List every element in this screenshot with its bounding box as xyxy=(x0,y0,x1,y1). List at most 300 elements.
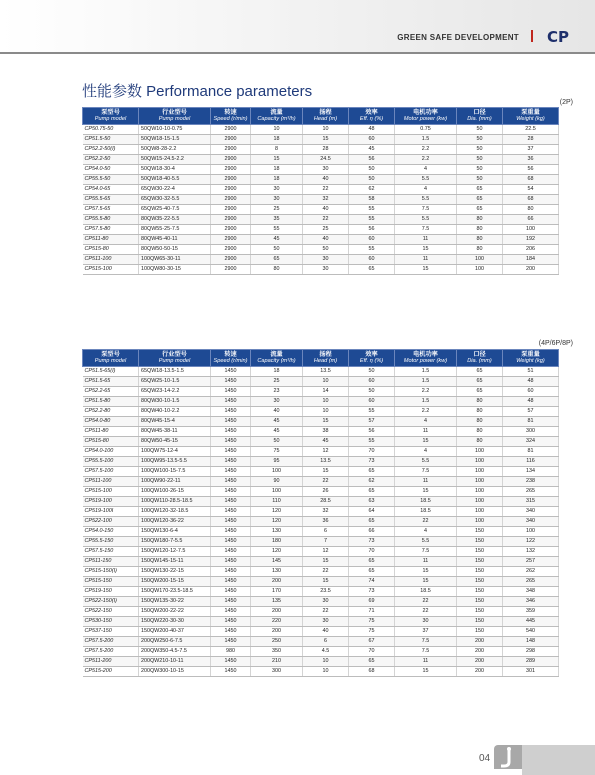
table-row xyxy=(83,387,559,397)
table-cell: 6 xyxy=(303,527,349,537)
table-cell: 262 xyxy=(503,567,559,577)
table-cell: 58 xyxy=(349,195,395,205)
table-cell: 18.5 xyxy=(395,507,457,517)
table-cell: 150 xyxy=(457,627,503,637)
column-header xyxy=(83,108,139,125)
table-cell: 54 xyxy=(503,185,559,195)
table-cell: 80QW55-25-7.5 xyxy=(139,225,211,235)
table-cell: 100QW100-15-7.5 xyxy=(139,467,211,477)
table-cell: 24.5 xyxy=(303,155,349,165)
table-cell: 1450 xyxy=(211,407,251,417)
table-cell: 73 xyxy=(349,457,395,467)
table-cell: CP52.2-80 xyxy=(83,407,139,417)
table-cell: CP51.5-65(I) xyxy=(83,367,139,377)
table-cell: 65QW25-40-7.5 xyxy=(139,205,211,215)
table-cell: 62 xyxy=(349,477,395,487)
table-cell: CP511-100 xyxy=(83,477,139,487)
table-cell: 10 xyxy=(251,125,303,135)
column-header xyxy=(251,108,303,125)
table-cell: 1450 xyxy=(211,517,251,527)
table-cell: 200QW210-10-11 xyxy=(139,657,211,667)
table-cell: 1450 xyxy=(211,487,251,497)
table-cell: 130 xyxy=(251,527,303,537)
table-cell: 60 xyxy=(349,235,395,245)
table-cell: 30 xyxy=(303,617,349,627)
table-cell: 12 xyxy=(303,547,349,557)
table-cell: 1450 xyxy=(211,587,251,597)
table-row xyxy=(83,155,559,165)
table-cell: 2900 xyxy=(211,205,251,215)
table-row xyxy=(83,407,559,417)
column-header-cn: 流量 xyxy=(270,351,283,358)
table-cell: 80 xyxy=(457,417,503,427)
column-header-en: Pump model xyxy=(158,358,191,364)
table-cell: 50 xyxy=(349,367,395,377)
column-header xyxy=(211,108,251,125)
table-cell: 65 xyxy=(349,557,395,567)
table-cell: 150 xyxy=(457,567,503,577)
table-cell: CP57.5-150 xyxy=(83,547,139,557)
table-cell: 100 xyxy=(503,225,559,235)
table1-body xyxy=(83,125,559,275)
table-cell: 18 xyxy=(251,165,303,175)
table-cell: 150QW180-7-5.5 xyxy=(139,537,211,547)
table-cell: CP51.5-50 xyxy=(83,135,139,145)
table-cell: 1.5 xyxy=(395,397,457,407)
table-cell: 80 xyxy=(251,265,303,275)
table-cell: 2900 xyxy=(211,215,251,225)
table-cell: 5.5 xyxy=(395,175,457,185)
table-cell: 150QW145-15-11 xyxy=(139,557,211,567)
table-cell: 7.5 xyxy=(395,225,457,235)
table-cell: CP54.0-150 xyxy=(83,527,139,537)
table-cell: 1.5 xyxy=(395,377,457,387)
table-cell: 80QW30-10-1.5 xyxy=(139,397,211,407)
table-cell: 200QW300-10-15 xyxy=(139,667,211,677)
table-cell: 40 xyxy=(251,407,303,417)
table-cell: 37 xyxy=(503,145,559,155)
table-row xyxy=(83,487,559,497)
table-cell: 15 xyxy=(395,265,457,275)
table-row xyxy=(83,477,559,487)
table-cell: 50 xyxy=(457,135,503,145)
table-cell: 15 xyxy=(395,487,457,497)
table-cell: 100 xyxy=(457,487,503,497)
table-cell: 13.5 xyxy=(303,367,349,377)
table-cell: 15 xyxy=(303,577,349,587)
table-cell: 10 xyxy=(303,657,349,667)
table-cell: CP522-150(I) xyxy=(83,597,139,607)
table-cell: 95 xyxy=(251,457,303,467)
table-cell: 1.5 xyxy=(395,135,457,145)
column-header-en: Weight (kg) xyxy=(516,358,545,364)
table-cell: 45 xyxy=(251,235,303,245)
table-cell: 7 xyxy=(303,537,349,547)
table-cell: 200 xyxy=(457,667,503,677)
table-cell: 2900 xyxy=(211,255,251,265)
column-header-en: Speed (r/min) xyxy=(213,116,248,122)
column-header xyxy=(457,350,503,367)
table-cell: 1450 xyxy=(211,607,251,617)
table-row xyxy=(83,427,559,437)
table-cell: 71 xyxy=(349,607,395,617)
table-cell: 1.5 xyxy=(395,367,457,377)
table-row xyxy=(83,557,559,567)
table-cell: 50QW10-10-0.75 xyxy=(139,125,211,135)
table2-speed-tag: (4P/6P/8P) xyxy=(538,340,573,347)
table-cell: 68 xyxy=(503,195,559,205)
table-cell: 60 xyxy=(349,255,395,265)
table-cell: CP50.75-50 xyxy=(83,125,139,135)
table-cell: 340 xyxy=(503,507,559,517)
table-cell: 200 xyxy=(503,265,559,275)
table-cell: 50QW18-15-1.5 xyxy=(139,135,211,145)
table-cell: CP55.5-100 xyxy=(83,457,139,467)
column-header-en: Capacity (m³/h) xyxy=(257,358,296,364)
table-cell: CP515-200 xyxy=(83,667,139,677)
table-cell: 445 xyxy=(503,617,559,627)
table-cell: 22 xyxy=(395,597,457,607)
table-cell: 25 xyxy=(251,205,303,215)
column-header xyxy=(211,350,251,367)
column-header xyxy=(503,350,559,367)
column-header-cn: 扬程 xyxy=(319,351,332,358)
table-cell: CP52.2-50 xyxy=(83,155,139,165)
table-cell: 80 xyxy=(457,437,503,447)
column-header-en: Speed (r/min) xyxy=(213,358,248,364)
table-cell: CP515-150(I) xyxy=(83,567,139,577)
table-cell: 65 xyxy=(457,205,503,215)
table-cell: 4 xyxy=(395,165,457,175)
table-cell: 100QW65-30-11 xyxy=(139,255,211,265)
column-header xyxy=(139,350,211,367)
table-cell: CP55.5-65 xyxy=(83,195,139,205)
table-cell: 1450 xyxy=(211,397,251,407)
table-cell: 11 xyxy=(395,477,457,487)
table-cell: CP57.5-80 xyxy=(83,225,139,235)
column-header xyxy=(83,350,139,367)
table-cell: 74 xyxy=(349,577,395,587)
table-cell: 238 xyxy=(503,477,559,487)
table-cell: 11 xyxy=(395,427,457,437)
column-header-en: Dia. (mm) xyxy=(467,116,492,122)
table-cell: 110 xyxy=(251,497,303,507)
table-cell: 15 xyxy=(303,417,349,427)
table-cell: 56 xyxy=(503,165,559,175)
table-cell: 55 xyxy=(349,437,395,447)
table-cell: 60 xyxy=(349,135,395,145)
column-header-cn: 泵型号 xyxy=(101,109,120,116)
table-cell: 4 xyxy=(395,447,457,457)
table-cell: 2900 xyxy=(211,185,251,195)
table-cell: 1450 xyxy=(211,367,251,377)
table-cell: CP57.5-100 xyxy=(83,467,139,477)
table-cell: 5.5 xyxy=(395,195,457,205)
table-cell: 170 xyxy=(251,587,303,597)
table-cell: 50QW15-24.5-2.2 xyxy=(139,155,211,165)
table-cell: 15 xyxy=(303,135,349,145)
table-cell: 13.5 xyxy=(303,457,349,467)
table-cell: 65 xyxy=(349,467,395,477)
table-cell: CP515-100 xyxy=(83,487,139,497)
table-cell: 65 xyxy=(349,657,395,667)
table-cell: 22.5 xyxy=(503,125,559,135)
table-cell: 18 xyxy=(251,135,303,145)
table-cell: 100QW120-32-18.5 xyxy=(139,507,211,517)
table-row xyxy=(83,185,559,195)
table-cell: 10 xyxy=(303,397,349,407)
table1-speed-tag: (2P) xyxy=(559,99,573,106)
column-header xyxy=(139,108,211,125)
table-cell: 0.75 xyxy=(395,125,457,135)
table-cell: 265 xyxy=(503,487,559,497)
table-row xyxy=(83,467,559,477)
table-cell: 75 xyxy=(251,447,303,457)
column-header-cn: 泵重量 xyxy=(521,109,540,116)
table-cell: 65 xyxy=(457,195,503,205)
table-cell: 1450 xyxy=(211,627,251,637)
table-cell: 40 xyxy=(303,235,349,245)
table-row xyxy=(83,205,559,215)
table-cell: 55 xyxy=(349,205,395,215)
table-cell: 50 xyxy=(349,175,395,185)
table-cell: 8 xyxy=(251,145,303,155)
table-cell: 348 xyxy=(503,587,559,597)
table-row xyxy=(83,397,559,407)
table-cell: 2900 xyxy=(211,235,251,245)
table-cell: 1450 xyxy=(211,637,251,647)
table-row xyxy=(83,657,559,667)
table-cell: 65QW30-22-4 xyxy=(139,185,211,195)
table-cell: 56 xyxy=(349,225,395,235)
table-row xyxy=(83,145,559,155)
table-cell: 32 xyxy=(303,507,349,517)
table-cell: 23 xyxy=(251,387,303,397)
table-cell: 50 xyxy=(457,165,503,175)
table-cell: 1450 xyxy=(211,667,251,677)
column-header-en: Pump model xyxy=(158,116,191,122)
column-header-en: Weight (kg) xyxy=(516,116,545,122)
table-cell: 2.2 xyxy=(395,145,457,155)
table-row xyxy=(83,617,559,627)
table-cell: CP51.5-65 xyxy=(83,377,139,387)
table-cell: 65QW23-14-2.2 xyxy=(139,387,211,397)
table-cell: 315 xyxy=(503,497,559,507)
table-cell: 1450 xyxy=(211,597,251,607)
table-cell: 1450 xyxy=(211,477,251,487)
table-cell: 1450 xyxy=(211,557,251,567)
table-cell: 25 xyxy=(251,377,303,387)
table-cell: 80 xyxy=(503,205,559,215)
table-cell: CP55.5-80 xyxy=(83,215,139,225)
column-header xyxy=(349,108,395,125)
table-cell: 50 xyxy=(349,165,395,175)
table-cell: CP515-100 xyxy=(83,265,139,275)
table-cell: CP57.5-200 xyxy=(83,637,139,647)
table-cell: 120 xyxy=(251,547,303,557)
table-row xyxy=(83,125,559,135)
table-cell: 80QW45-15-4 xyxy=(139,417,211,427)
table-cell: 150 xyxy=(457,537,503,547)
table-row xyxy=(83,587,559,597)
table-cell: 65 xyxy=(349,487,395,497)
table-cell: 1450 xyxy=(211,417,251,427)
column-header-en: Eff. η (%) xyxy=(359,116,384,122)
table-cell: 80 xyxy=(457,225,503,235)
table-cell: 180 xyxy=(251,537,303,547)
table-cell: 67 xyxy=(349,637,395,647)
column-header-cn: 流量 xyxy=(270,109,283,116)
table-cell: 56 xyxy=(349,427,395,437)
table-cell: 66 xyxy=(503,215,559,225)
header-background xyxy=(0,0,595,52)
table-cell: 14 xyxy=(303,387,349,397)
table-cell: 120 xyxy=(251,507,303,517)
column-header xyxy=(349,350,395,367)
table-cell: 23.5 xyxy=(303,587,349,597)
table-cell: 22 xyxy=(303,477,349,487)
table-cell: 45 xyxy=(303,437,349,447)
table-cell: CP52.2-50(I) xyxy=(83,145,139,155)
table-cell: 57 xyxy=(349,417,395,427)
table-row xyxy=(83,245,559,255)
table-cell: 100QW95-13.5-5.5 xyxy=(139,457,211,467)
table-cell: 148 xyxy=(503,637,559,647)
table-cell: 50 xyxy=(457,125,503,135)
table-cell: 200 xyxy=(251,577,303,587)
table-cell: 50 xyxy=(457,145,503,155)
column-header-en: Motor power (kw) xyxy=(403,116,448,122)
column-header-cn: 扬程 xyxy=(319,109,332,116)
table-cell: 2900 xyxy=(211,265,251,275)
table-cell: 11 xyxy=(395,557,457,567)
table-cell: 50QW8-28-2.2 xyxy=(139,145,211,155)
table-cell: 2.2 xyxy=(395,155,457,165)
table-cell: 75 xyxy=(349,617,395,627)
table-cell: 2900 xyxy=(211,145,251,155)
table-cell: 150 xyxy=(457,607,503,617)
table-cell: 7.5 xyxy=(395,637,457,647)
table-cell: 68 xyxy=(503,175,559,185)
table-row xyxy=(83,627,559,637)
table-cell: 55 xyxy=(349,245,395,255)
table-cell: 100 xyxy=(251,487,303,497)
table-cell: 66 xyxy=(349,527,395,537)
footer-logo-icon xyxy=(494,745,522,769)
table-cell: 75 xyxy=(349,627,395,637)
table-row xyxy=(83,507,559,517)
table-cell: 18.5 xyxy=(395,497,457,507)
table-cell: 36 xyxy=(303,517,349,527)
table-cell: CP511-80 xyxy=(83,235,139,245)
table-cell: 50 xyxy=(251,245,303,255)
table-cell: 289 xyxy=(503,657,559,667)
table-cell: 65 xyxy=(251,255,303,265)
table-cell: 2.2 xyxy=(395,387,457,397)
table-row xyxy=(83,225,559,235)
table-cell: 2900 xyxy=(211,225,251,235)
column-header xyxy=(251,350,303,367)
table-cell: 7.5 xyxy=(395,647,457,657)
brand-logo: CP xyxy=(546,28,569,46)
table-cell: CP52.2-65 xyxy=(83,387,139,397)
table-cell: 65 xyxy=(349,265,395,275)
table-cell: 200QW250-6-7.5 xyxy=(139,637,211,647)
table-cell: 100 xyxy=(457,467,503,477)
table-row xyxy=(83,497,559,507)
table-cell: 1450 xyxy=(211,527,251,537)
table-cell: 11 xyxy=(395,657,457,667)
table-cell: 300 xyxy=(251,667,303,677)
table-row xyxy=(83,517,559,527)
table-cell: 48 xyxy=(349,125,395,135)
table-cell: 100 xyxy=(457,447,503,457)
table-cell: 22 xyxy=(395,517,457,527)
table-cell: 2900 xyxy=(211,165,251,175)
table-cell: 65QW18-13.5-1.5 xyxy=(139,367,211,377)
table-cell: 324 xyxy=(503,437,559,447)
table-cell: 45 xyxy=(251,427,303,437)
table-row xyxy=(83,597,559,607)
table-cell: 32 xyxy=(303,195,349,205)
table-cell: 70 xyxy=(349,547,395,557)
table-row xyxy=(83,547,559,557)
table-cell: 50 xyxy=(349,387,395,397)
table-cell: 4 xyxy=(395,417,457,427)
page-number: 04 xyxy=(479,753,491,764)
performance-table-2p xyxy=(82,107,559,275)
table-cell: 7.5 xyxy=(395,467,457,477)
table-cell: 2900 xyxy=(211,175,251,185)
table-cell: 50QW18-30-4 xyxy=(139,165,211,175)
table-cell: 1450 xyxy=(211,447,251,457)
table-cell: 65QW30-32-5.5 xyxy=(139,195,211,205)
table-cell: 90 xyxy=(251,477,303,487)
table-row xyxy=(83,577,559,587)
table-cell: 540 xyxy=(503,627,559,637)
table-cell: CP530-150 xyxy=(83,617,139,627)
table2-header-row xyxy=(83,350,559,367)
table-cell: 200 xyxy=(457,637,503,647)
table-cell: 10 xyxy=(303,377,349,387)
table-cell: 56 xyxy=(349,155,395,165)
table-cell: 65 xyxy=(457,367,503,377)
table-cell: CP55.5-150 xyxy=(83,537,139,547)
table-cell: 28 xyxy=(303,145,349,155)
table-cell: 150 xyxy=(457,527,503,537)
table-cell: 100QW80-30-15 xyxy=(139,265,211,275)
table-row xyxy=(83,367,559,377)
table-cell: 134 xyxy=(503,467,559,477)
table-cell: 73 xyxy=(349,587,395,597)
table-cell: 30 xyxy=(251,195,303,205)
column-header xyxy=(303,350,349,367)
table-cell: 12 xyxy=(303,447,349,457)
table-cell: 5.5 xyxy=(395,537,457,547)
column-header xyxy=(503,108,559,125)
table-cell: 65QW25-10-1.5 xyxy=(139,377,211,387)
table-cell: 30 xyxy=(251,185,303,195)
table-cell: 22 xyxy=(303,567,349,577)
table2-body xyxy=(83,367,559,677)
table-cell: 81 xyxy=(503,447,559,457)
table-cell: 150QW135-30-22 xyxy=(139,597,211,607)
column-header-en: Motor power (kw) xyxy=(403,358,448,364)
table-cell: 145 xyxy=(251,557,303,567)
table-cell: 40 xyxy=(303,205,349,215)
table-row xyxy=(83,195,559,205)
table-cell: CP537-150 xyxy=(83,627,139,637)
